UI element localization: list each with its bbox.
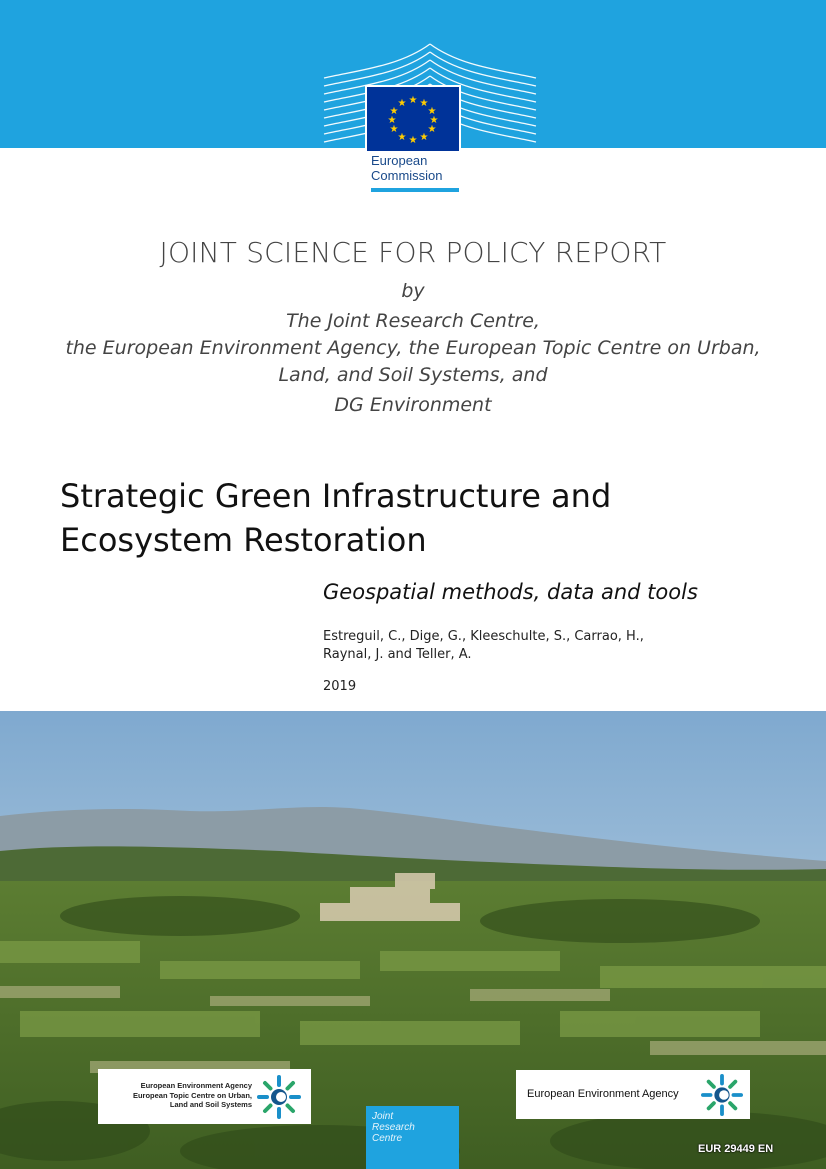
- eea-sun-icon: [701, 1074, 743, 1116]
- svg-text:★: ★: [387, 115, 397, 126]
- svg-text:★: ★: [408, 95, 418, 106]
- by-label: by: [401, 280, 425, 302]
- svg-text:★: ★: [429, 115, 439, 126]
- document-subtitle: Geospatial methods, data and tools: [323, 580, 698, 604]
- report-number: EUR 29449 EN: [698, 1143, 774, 1155]
- svg-text:★: ★: [427, 106, 437, 117]
- eea-logo: [516, 1070, 750, 1119]
- svg-text:★: ★: [397, 98, 407, 109]
- svg-text:★: ★: [419, 98, 429, 109]
- etc-uls-logo-text: European Environment Agency European Topic Centre on Urban, Land and Soil Systems: [132, 1081, 252, 1109]
- contributor-line: DG Environment: [334, 394, 492, 416]
- contributors-block: [60, 278, 766, 419]
- etc-uls-logo: [98, 1069, 311, 1124]
- authors: Estreguil, C., Dige, G., Kleeschulte, S., Carrao, H., Raynal, J. and Teller, A.: [323, 629, 644, 662]
- contributor-line: the European Environment Agency, the European Topic Centre on Urban,: [65, 337, 761, 359]
- publication-year: 2019: [323, 679, 357, 694]
- eea-logo-text: European Environment Agency: [527, 1088, 679, 1100]
- report-type: JOINT SCIENCE FOR POLICY REPORT: [159, 236, 667, 269]
- jrc-logo-text: Joint Research Centre: [372, 1111, 415, 1144]
- document-title: Strategic Green Infrastructure and Ecosystem Restoration: [60, 477, 612, 559]
- jrc-logo: [366, 1106, 459, 1169]
- svg-text:★: ★: [389, 124, 399, 135]
- eea-sun-icon: [257, 1075, 301, 1119]
- european-commission-wordmark: European Commission: [371, 153, 443, 183]
- wordmark-underline: [371, 188, 459, 192]
- svg-text:★: ★: [427, 124, 437, 135]
- svg-text:★: ★: [389, 106, 399, 117]
- contributor-line: The Joint Research Centre,: [286, 310, 540, 332]
- svg-text:★: ★: [419, 132, 429, 143]
- svg-text:★: ★: [397, 132, 407, 143]
- svg-text:★: ★: [408, 135, 418, 146]
- contributor-line: Land, and Soil Systems, and: [278, 364, 548, 386]
